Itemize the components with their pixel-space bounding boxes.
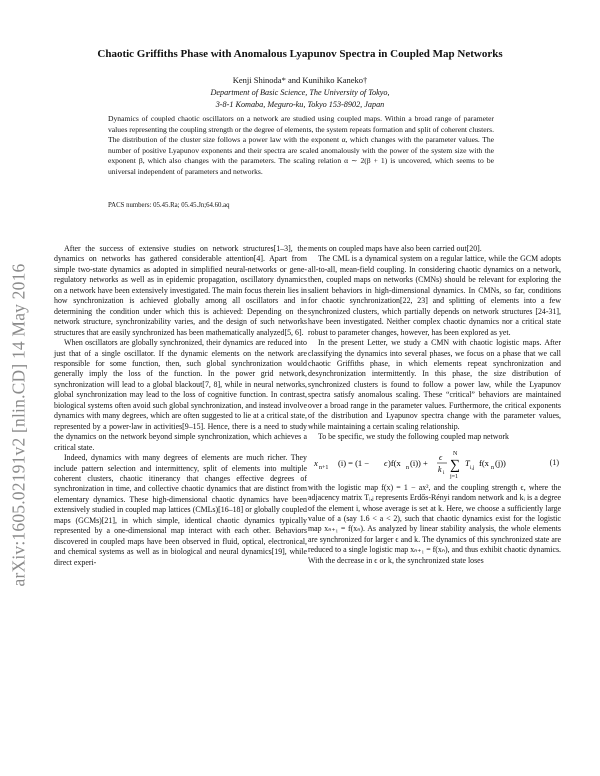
paragraph: with the logistic map f(x) = 1 − ax², and the coupling strength ϵ, where the adjacency matrix Tᵢ,ⱼ represents Erdős-Rényi random network and kᵢ is a degree of the element i, whose average is set at k. Here, we choose a sufficiently large value of a (say 1.6 < a < 2), such that chaotic dynamics exist for the logistic map xₙ₊₁ = f(xₙ). As analyzed by linear stability analysis, the whole elements are synchronized for larger ϵ and k. The dynamics of this synchronized state are reduced to a single logistic map xₙ₊₁ = f(xₙ), and thus exhibit chaotic dynamics. With the decrease in ϵ or k, the synchronized state loses [308,482,561,565]
eq-mid-arg: (i)) + [410,457,428,468]
affiliation [0,87,600,111]
eq-frac-num: ϵ [439,452,443,462]
paper-authors: Kenji Shinoda* and Kunihiko Kaneko† [232,75,368,85]
eq-tail-sub: i,j [470,464,475,471]
paragraph: ments on coupled maps have also been carried out[20]. [308,244,482,253]
equation-1 [308,449,561,479]
eq-lhs: x [314,457,318,468]
eq-tail-sub2: n [491,464,494,471]
eq-frac-den: k [438,464,442,474]
eq-tail: T [465,457,470,468]
paragraph: When oscillators are globally synchronized, their dynamics are reduced into just that of a single oscillator. If the dynamic elements on the network are responsible for some function, then, such global synchronization would generally imply the loss of the function. In the power grid network, synchronization will lead to a global blackout[7, 8], while in neural networks, global synchronization may lead to the loss of cognitive function. In contrast, biological systems often avoid such global synchronization, and instead involve dynamics with many degrees, which are often suggested to lie at a critical state, represented by a power-law in activities[9–15]. Hence, there is a need to study the dynamics on the network beyond simple synchronization, which achieves a critical state. [54,338,307,452]
eq-sum-top: N [453,450,458,457]
arxiv-stamp-text: arXiv:1605.02191v2 [nlin.CD] 14 May 2016 [8,263,29,587]
paragraph: To be specific, we study the following coupled map network [318,432,509,442]
right-column [308,244,561,566]
paragraph: In the present Letter, we study a CMN with chaotic logistic maps. After classifying the dynamics into several phases, we focus on a phase that we call chaotic Griffiths phase, in which elements repeat synchronization and desynchronization intermittently. In this phase, the size distribution of synchronized clusters is found to follow a power law, while the Lyapunov spectra satisfy anomalous scaling. These “critical” behaviors are maintained over a broad range in the parameter values. Furthermore, the critical exponents of the distribution and Lyapunov spectra change with the parameter values, while maintaining a certain scaling relationship. [308,338,561,431]
eq-sum-bottom: j=1 [450,473,459,479]
paragraph: The CML is a dynamical system on a regular lattice, while the GCM adopts all-to-all, mean-field coupling. In considering chaotic dynamics on a network, then, coupled maps on networks (CMNs) should be relevant for exploring the salient behaviors in high-dimensional dynamics. In CMNs, so far, conditions for chaotic synchronization[22, 23] and splitting of elements into a few synchronized clusters, which partially depends on network structures [24-31], have been investigated. Neither complex chaotic dynamics nor a critical state robust to parameter changes, however, has been explored as yet. [308,254,561,337]
eq-tail-end: (j)) [495,457,506,468]
eq-frac-den-sub: i [443,469,445,476]
left-column [54,244,307,568]
equation-number: (1) [549,457,559,467]
abstract: Dynamics of coupled chaotic oscillators on a network are studied using coupled maps. Within a broad range of parameter values representing the coupling strength or the degree of elements, the system repeats formation and split of coherent clusters. The distribution of the cluster size follows a power law with the exponent α, which changes with the parameter values. The number of positive Lyapunov exponents and their spectra are scaled anomalously with the power of the system size with the exponent β, which also changes with the parameters. The scaling relation α ∼ 2(β + 1) is uncovered, which seems to be universal independent of parameters and networks. [108,114,494,176]
eq-eps: ϵ [384,457,388,468]
eq-mid: )f(x [388,457,401,468]
paragraph: Indeed, dynamics with many degrees of elements are much richer. They include pattern selection and intermittency, split of elements into multiple coherent clusters, chaotic itinerancy that changes effective degrees of synchronization in time, and collective chaotic dynamics that are distinct from elementary dynamics. These high-dimensional chaotic dynamics have been extensively studied in coupled map lattices (CMLs)[16–18] or globally coupled maps (GCMs)[21], in which simple, identical chaotic dynamics typically represented by a one-dimensional map interact with each other. Behaviors discovered in coupled maps have been observed in fluid, optical, electronical, and chemical systems as well as in biological and neural dynamics[19], while direct experi- [54,453,307,567]
affiliation-line-1: Department of Basic Science, The University of Tokyo, [210,88,390,97]
paper-title: Chaotic Griffiths Phase with Anomalous Lyapunov Spectra in Coupled Map Networks [97,48,503,60]
arxiv-stamp [4,175,34,675]
eq-mid-sub: n [406,464,409,471]
affiliation-line-2: 3-8-1 Komaba, Meguro-ku, Tokyo 153-8902, Japan [215,100,385,109]
eq-tail-rest: f(x [479,457,489,468]
eq-sum: ∑ [450,457,460,473]
eq-lhs-sub: n+1 [319,464,329,471]
paragraph: After the success of extensive studies on network structures[1–3], the dynamics on networks has gathered considerable attention[4]. Apart from simple two-state dynamics as adopted in simplified neural-networks or gene-regulatory networks as well as in epidemic propagation, oscillatory dynamics on a network have been extensively investigated. The main focus therein lies in how synchronization is achieved globally among all oscillators and in determining the condition under which this is achieved: Depending on the network structure, synchronizability varies, and the design of such networks structures that are easily synchronized has been mathematically analyzed[5, 6]. [54,244,307,337]
pacs-numbers: PACS numbers: 05.45.Ra; 05.45.Jn;64.60.aq [108,202,230,209]
eq-lhs-arg: (i) = (1 − [338,457,370,468]
equation-graphic [308,449,538,479]
